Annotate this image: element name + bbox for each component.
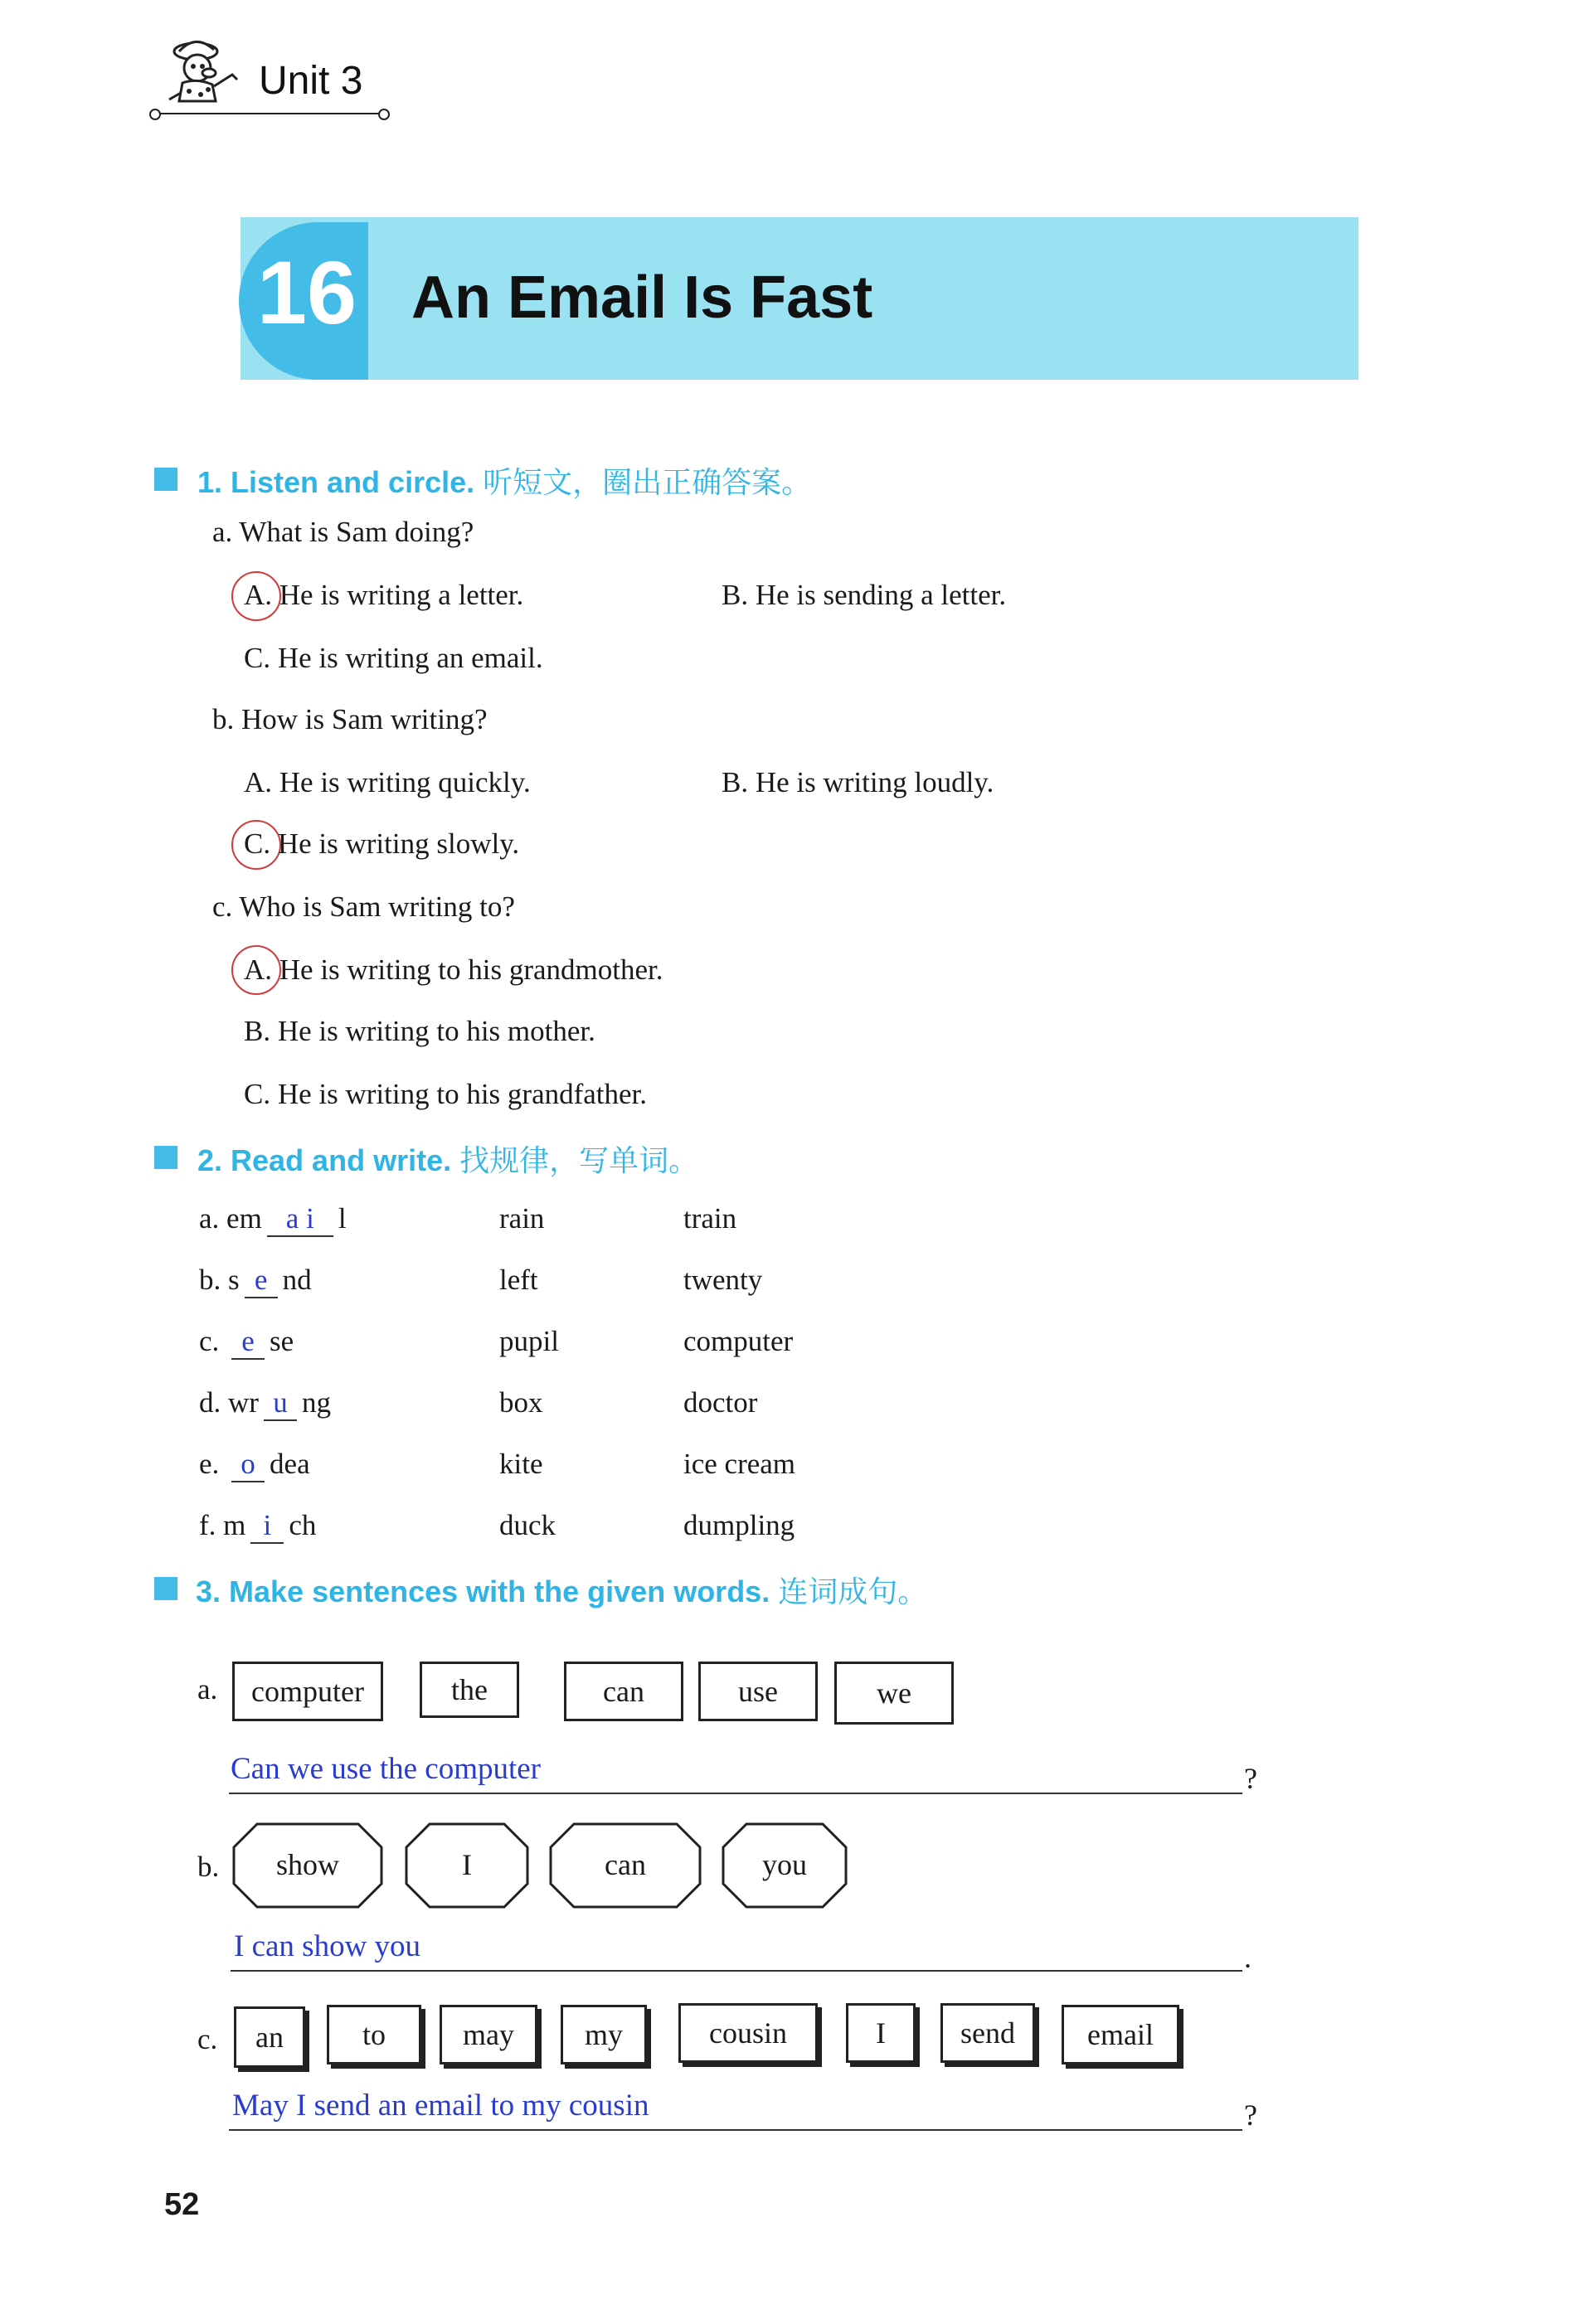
example-word-1: duck bbox=[499, 1509, 556, 1541]
answer-c: May I send an email to my cousin bbox=[232, 2089, 649, 2123]
header-rule bbox=[154, 113, 383, 114]
word-box: computer bbox=[232, 1662, 383, 1721]
question-c: c. Who is Sam writing to? bbox=[212, 890, 515, 923]
fill-blank: o bbox=[231, 1448, 265, 1482]
word-suffix: se bbox=[270, 1325, 294, 1357]
section-2-heading: 2. Read and write. 找规律，写单词。 bbox=[197, 1143, 699, 1178]
item-b-label: b. bbox=[197, 1851, 220, 1883]
example-word-1: kite bbox=[499, 1448, 543, 1480]
example-word-2: dumpling bbox=[683, 1509, 795, 1541]
unit-mascot-icon bbox=[163, 33, 254, 108]
word-pattern-row bbox=[199, 1448, 310, 1482]
fill-blank: e bbox=[245, 1264, 278, 1298]
word-octagon: can bbox=[549, 1822, 702, 1909]
item-c-label: c. bbox=[197, 2023, 218, 2055]
word-prefix: s bbox=[228, 1264, 240, 1296]
word-box: may bbox=[440, 2005, 537, 2064]
word-prefix: m bbox=[223, 1509, 246, 1541]
word-suffix: dea bbox=[270, 1448, 310, 1480]
header-rule-left-dot bbox=[149, 109, 161, 120]
page-number: 52 bbox=[164, 2187, 200, 2222]
word-suffix: l bbox=[338, 1202, 347, 1235]
example-word-2: ice cream bbox=[683, 1448, 796, 1480]
header-rule-right-dot bbox=[378, 109, 390, 120]
option-c-B: B. He is writing to his mother. bbox=[244, 1015, 595, 1047]
row-label: c. bbox=[199, 1325, 220, 1357]
answer-c-end: ? bbox=[1244, 2098, 1257, 2132]
word-box: email bbox=[1062, 2005, 1179, 2064]
answer-b: I can show you bbox=[234, 1929, 421, 1963]
lesson-number: 16 bbox=[256, 242, 357, 342]
word-box: an bbox=[234, 2006, 305, 2068]
question-b: b. How is Sam writing? bbox=[212, 703, 488, 735]
item-a-label: a. bbox=[197, 1673, 218, 1705]
unit-label: Unit 3 bbox=[259, 59, 363, 103]
word-box: can bbox=[564, 1662, 683, 1721]
answer-line bbox=[231, 1970, 1242, 1972]
option-a-A: A. He is writing a letter. bbox=[244, 579, 524, 611]
word-box: use bbox=[698, 1662, 818, 1721]
option-c-A: A. He is writing to his grandmother. bbox=[244, 953, 663, 986]
word-box: the bbox=[420, 1662, 519, 1718]
option-b-C: C. He is writing slowly. bbox=[244, 827, 520, 860]
section-3-heading: 3. Make sentences with the given words. 连词成句。 bbox=[196, 1574, 928, 1609]
word-pattern-row bbox=[199, 1386, 331, 1421]
example-word-2: train bbox=[683, 1202, 737, 1235]
word-box: to bbox=[327, 2005, 421, 2064]
section-1-marker-icon bbox=[154, 468, 177, 491]
word-pattern-row bbox=[199, 1325, 294, 1360]
section-2-marker-icon bbox=[154, 1146, 177, 1169]
row-label: a. bbox=[199, 1202, 220, 1235]
lesson-title: An Email Is Fast bbox=[411, 264, 873, 331]
word-pattern-row bbox=[199, 1264, 312, 1298]
word-box: cousin bbox=[678, 2003, 818, 2063]
option-a-C: C. He is writing an email. bbox=[244, 642, 543, 674]
word-box: send bbox=[940, 2003, 1035, 2063]
word-suffix: ch bbox=[289, 1509, 317, 1541]
example-word-1: pupil bbox=[499, 1325, 559, 1357]
word-octagon: show bbox=[232, 1822, 383, 1909]
section-3-marker-icon bbox=[154, 1577, 177, 1600]
row-label: f. bbox=[199, 1509, 216, 1541]
word-box: we bbox=[834, 1662, 954, 1725]
answer-line bbox=[229, 1793, 1242, 1794]
option-c-C: C. He is writing to his grandfather. bbox=[244, 1078, 648, 1110]
row-label: e. bbox=[199, 1448, 220, 1480]
option-b-B: B. He is writing loudly. bbox=[722, 766, 994, 798]
fill-blank: i bbox=[250, 1509, 284, 1544]
answer-line bbox=[229, 2129, 1242, 2131]
answer-a: Can we use the computer bbox=[231, 1752, 541, 1786]
answer-a-end: ? bbox=[1244, 1762, 1257, 1795]
word-octagon: you bbox=[722, 1822, 848, 1909]
section-1-heading: 1. Listen and circle. 听短文，圈出正确答案。 bbox=[197, 465, 812, 500]
example-word-2: doctor bbox=[683, 1386, 758, 1419]
example-word-2: twenty bbox=[683, 1264, 763, 1296]
word-pattern-row bbox=[199, 1509, 316, 1544]
fill-blank: e bbox=[231, 1325, 265, 1360]
word-suffix: ng bbox=[301, 1386, 331, 1419]
word-suffix: nd bbox=[282, 1264, 312, 1296]
word-octagon: I bbox=[405, 1822, 529, 1909]
example-word-1: box bbox=[499, 1386, 543, 1419]
word-prefix: wr bbox=[228, 1386, 259, 1419]
row-label: b. bbox=[199, 1264, 221, 1296]
word-pattern-row bbox=[199, 1202, 347, 1237]
example-word-2: computer bbox=[683, 1325, 794, 1357]
question-a: a. What is Sam doing? bbox=[212, 516, 474, 548]
fill-blank: u bbox=[264, 1386, 297, 1421]
example-word-1: rain bbox=[499, 1202, 545, 1235]
fill-blank: a i bbox=[267, 1202, 333, 1237]
row-label: d. bbox=[199, 1386, 221, 1419]
example-word-1: left bbox=[499, 1264, 538, 1296]
word-box: my bbox=[561, 2005, 647, 2064]
option-b-A: A. He is writing quickly. bbox=[244, 766, 531, 798]
option-a-B: B. He is sending a letter. bbox=[722, 579, 1007, 611]
word-box: I bbox=[846, 2003, 916, 2063]
answer-b-end: . bbox=[1244, 1941, 1251, 1974]
word-prefix: em bbox=[226, 1202, 262, 1235]
